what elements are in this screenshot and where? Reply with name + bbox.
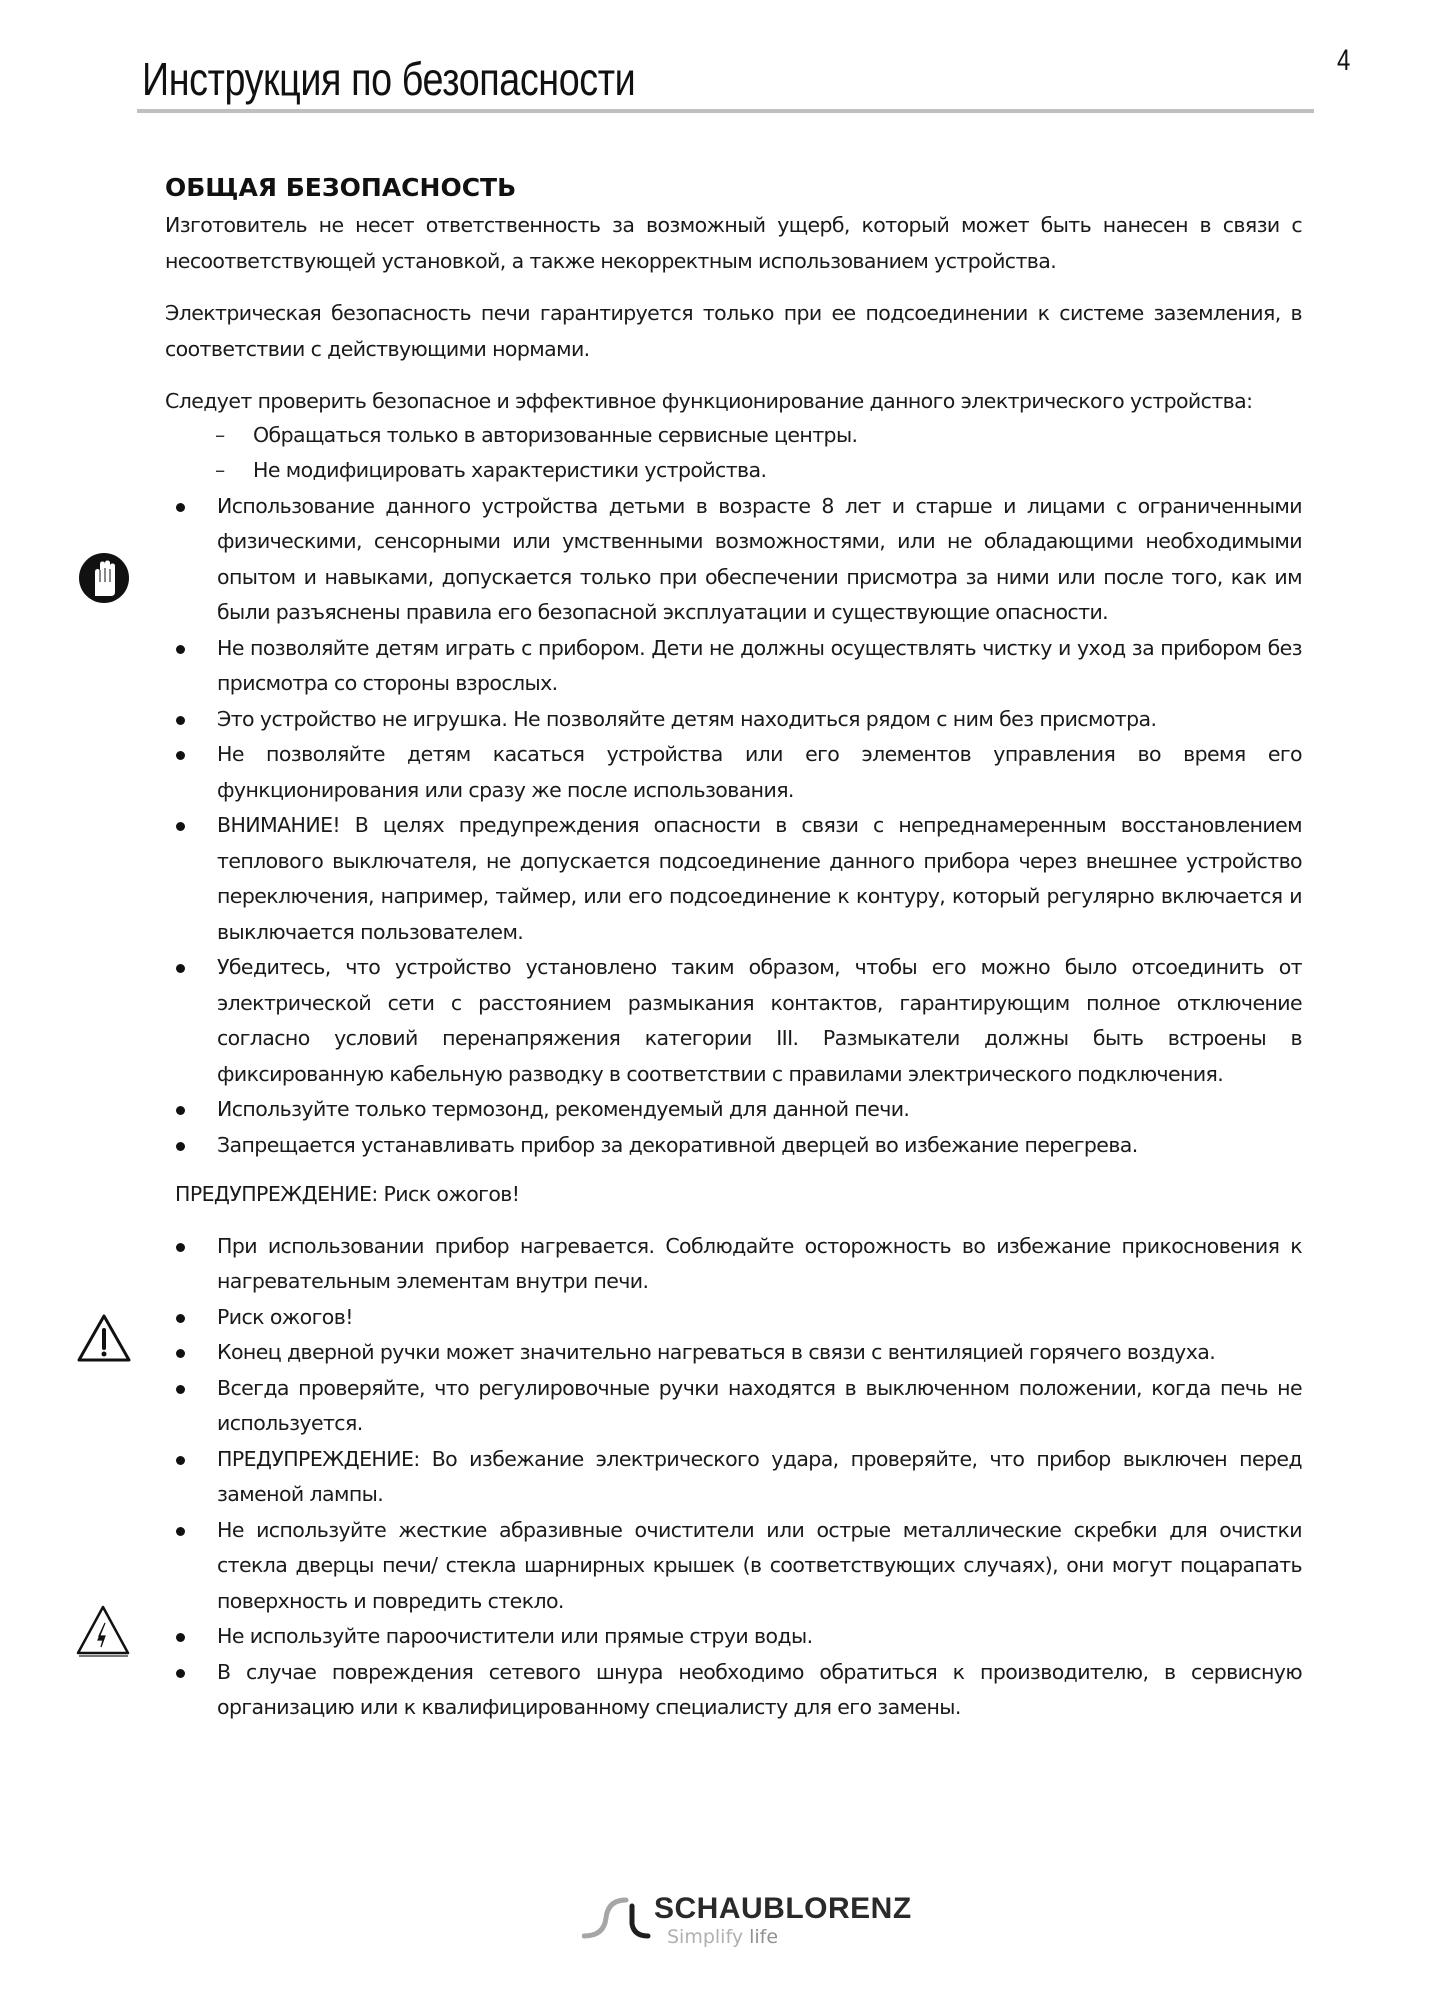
paragraph: Изготовитель не несет ответственность за возможный ущерб, который может быть нанесен в связи с несоответствующей установкой, а также некорректным использованием устройства. — [165, 213, 1302, 273]
dash-item: – Не модифицировать характеристики устройства. — [205, 453, 1302, 489]
tagline-dark: life — [749, 1926, 779, 1948]
bullet-item — [165, 489, 1302, 631]
bullet-text: ПРЕДУПРЕЖДЕНИЕ: Во избежание электрического удара, проверяйте, что прибор выключен перед заменой лампы. — [217, 1446, 1302, 1506]
bullet-item — [165, 950, 1302, 1092]
title-divider — [137, 109, 1314, 113]
brand-name-part1: SCHAUB — [654, 1892, 786, 1925]
bullet-list-burns — [165, 1229, 1302, 1726]
bullet-text: Запрещается устанавливать прибор за декоративной дверцей во избежание перегрева. — [217, 1132, 1138, 1157]
bullet-text: ВНИМАНИЕ! В целях предупреждения опасности в связи с непреднамеренным восстановлением теплового выключателя, не допускается подсоединение данного прибора через внешнее устройство переключения, например, таймер, или его подсоединение к контуру, который регулярно включается и выключается пользователем. — [217, 813, 1302, 944]
burn-warning-label: ПРЕДУПРЕЖДЕНИЕ: Риск ожогов! — [175, 1182, 520, 1206]
bullet-dot — [176, 964, 185, 973]
brand-name — [654, 1892, 912, 1926]
bullet-item — [165, 1335, 1302, 1371]
brand-mark-icon — [582, 1894, 662, 1944]
bullet-dot — [176, 822, 185, 831]
page-title: Инструкция по безопасности — [142, 53, 636, 105]
dash-list — [165, 418, 1302, 489]
bullet-text: При использовании прибор нагревается. Соблюдайте осторожность во избежание прикосновения к нагревательным элементам внутри печи. — [217, 1233, 1302, 1293]
brand-logo — [582, 1890, 912, 1950]
bullet-dot — [176, 1142, 185, 1151]
section-heading: ОБЩАЯ БЕЗОПАСНОСТЬ — [165, 173, 517, 202]
bullet-dot — [176, 751, 185, 760]
bullet-item — [165, 1442, 1302, 1513]
bullet-text: Всегда проверяйте, что регулировочные ручки находятся в выключенном положении, когда печь не используется. — [217, 1375, 1302, 1435]
bullet-dot — [176, 1314, 185, 1323]
bullet-text: Не используйте жесткие абразивные очистители или острые металлические скребки для очистки стекла дверцы печи/ стекла шарнирных крышек (в соответствующих случаях), они могут поцарапать поверхность и повредить стекло. — [217, 1517, 1302, 1613]
bullet-text: В случае повреждения сетевого шнура необходимо обратиться к производителю, в сервисную организацию или к квалифицированному специалисту для его замены. — [217, 1659, 1302, 1719]
bullet-text: Это устройство не игрушка. Не позволяйте детям находиться рядом с ним без присмотра. — [217, 706, 1157, 731]
bullet-dot — [176, 1243, 185, 1252]
stop-hand-icon — [78, 552, 130, 604]
bullet-dot — [176, 645, 185, 654]
bullet-text: Использование данного устройства детьми в возрасте 8 лет и старше и лицами с ограниченными физическими, сенсорными или умственными возможностями, или не обладающими необходимыми опытом и навыками, допускается только при обеспечении присмотра за ними или после того, как им были разъяснены правила его безопасной эксплуатации и существующие опасности. — [217, 493, 1302, 624]
safety-section — [165, 168, 1302, 1726]
bullet-item — [165, 1371, 1302, 1442]
bullet-list-general — [165, 489, 1302, 1164]
electric-shock-icon — [74, 1603, 132, 1659]
bullet-text: Не используйте пароочистители или прямые струи воды. — [217, 1624, 813, 1648]
bullet-item — [165, 1128, 1302, 1164]
bullet-item — [165, 808, 1302, 950]
bullet-text: Не позволяйте детям играть с прибором. Дети не должны осуществлять чистку и уход за прибором без присмотра со стороны взрослых. — [217, 635, 1302, 695]
brand-tagline — [667, 1926, 778, 1948]
bullet-dot — [176, 503, 185, 512]
bullet-dot — [176, 1456, 185, 1465]
bullet-text: Не позволяйте детям касаться устройства или его элементов управления во время его функционирования или сразу же после использования. — [217, 742, 1302, 802]
bullet-item — [165, 1092, 1302, 1128]
paragraph: Следует проверить безопасное и эффективное функционирование данного электрического устройства: — [165, 389, 1253, 413]
bullet-dot — [176, 1385, 185, 1394]
bullet-item — [165, 1619, 1302, 1655]
bullet-text: Конец дверной ручки может значительно нагреваться в связи с вентиляцией горячего воздуха. — [217, 1340, 1216, 1364]
bullet-text: Убедитесь, что устройство установлено таким образом, чтобы его можно было отсоединить от электрической сети с расстоянием размыкания контактов, гарантирующим полное отключение согласно условий перенапряжения категории III. Размыкатели должны быть встроены в фиксированную кабельную разводку в соответствии с правилами электрического подключения. — [217, 955, 1302, 1086]
tagline-light: Simplify — [667, 1926, 744, 1948]
brand-name-part2: LORENZ — [785, 1892, 912, 1925]
bullet-text: Используйте только термозонд, рекомендуемый для данной печи. — [217, 1097, 910, 1121]
bullet-item — [165, 737, 1302, 808]
bullet-dot — [176, 1349, 185, 1358]
dash-item: – Обращаться только в авторизованные сервисные центры. — [205, 418, 1302, 454]
bullet-item — [165, 1655, 1302, 1726]
bullet-item — [165, 1513, 1302, 1620]
paragraph: Электрическая безопасность печи гарантируется только при ее подсоединении к системе заземления, в соответствии с действующими нормами. — [165, 301, 1302, 361]
bullet-dot — [176, 1633, 185, 1642]
bullet-text: Риск ожогов! — [217, 1304, 353, 1329]
bullet-item — [165, 702, 1302, 738]
bullet-item — [165, 631, 1302, 702]
bullet-dot — [176, 1527, 185, 1536]
bullet-item — [165, 1229, 1302, 1300]
bullet-dot — [176, 716, 185, 725]
page-number: 4 — [1337, 44, 1351, 77]
bullet-dot — [176, 1106, 185, 1115]
bullet-item — [165, 1300, 1302, 1336]
bullet-dot — [176, 1669, 185, 1678]
warning-triangle-icon — [76, 1313, 132, 1363]
